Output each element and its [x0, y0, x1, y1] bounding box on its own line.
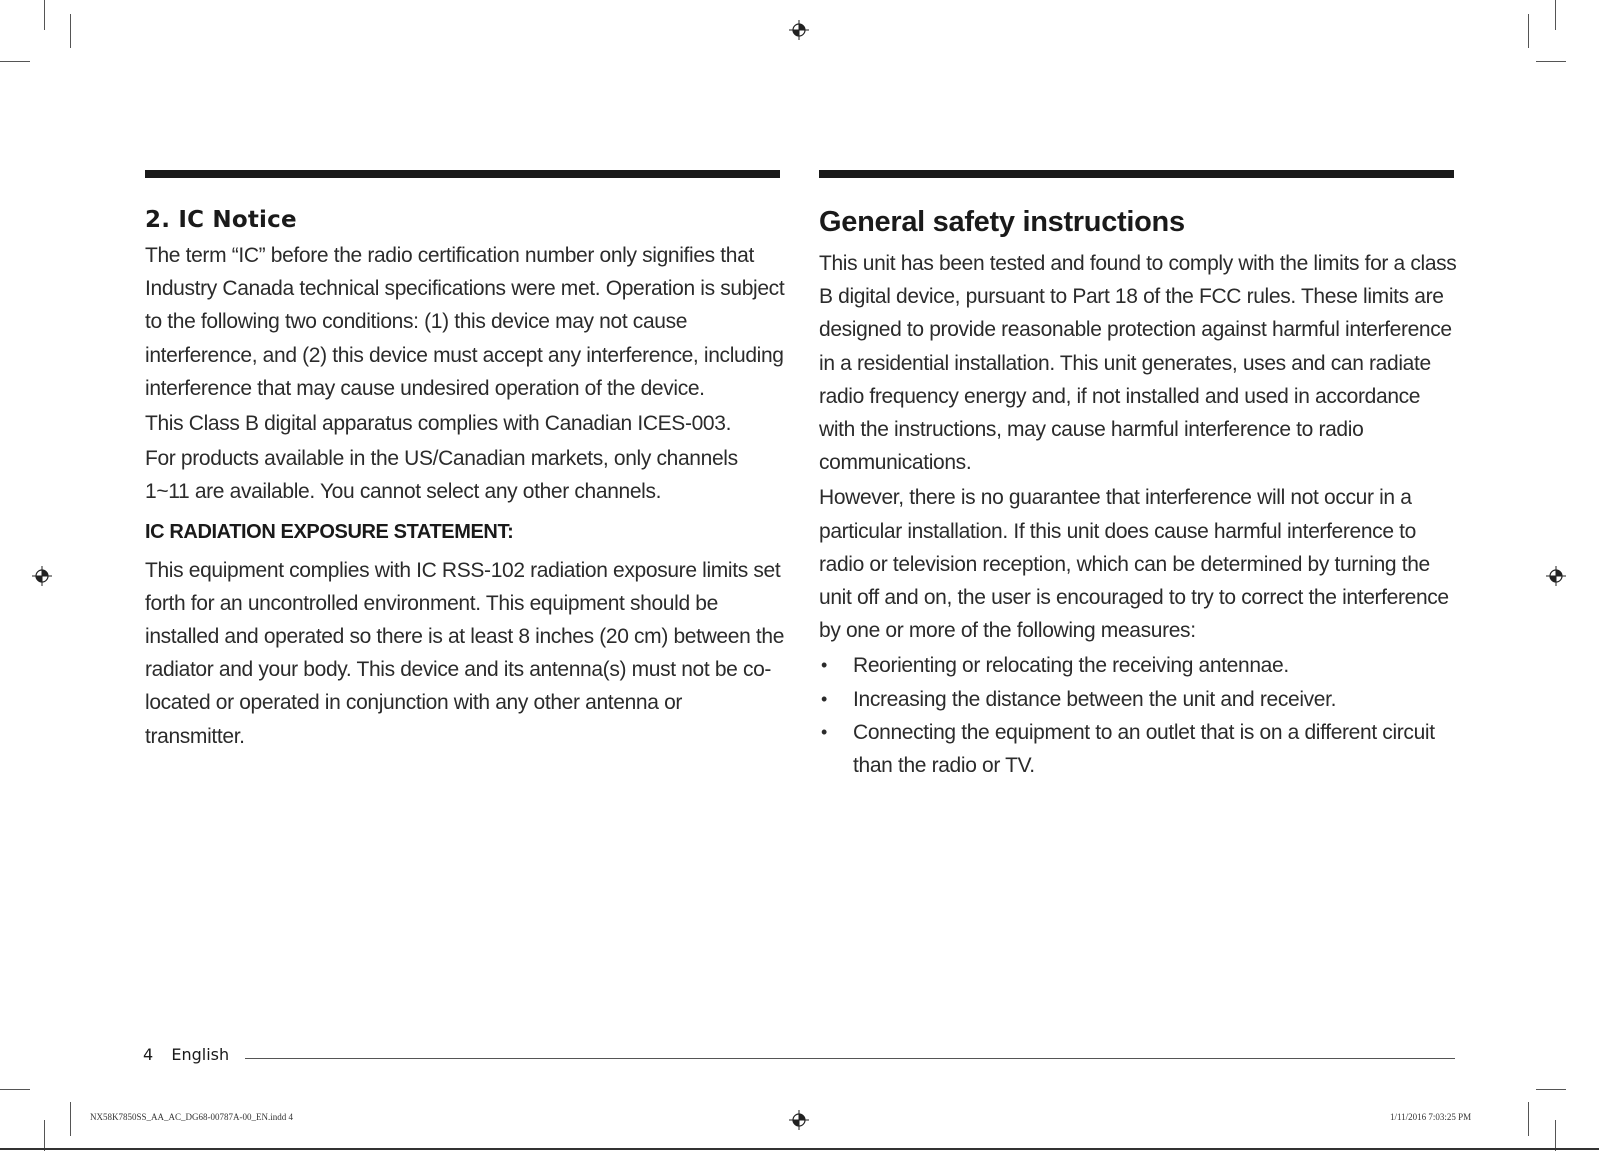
crop-mark	[1528, 1102, 1529, 1136]
paragraph: For products available in the US/Canadian markets, only channels 1~11 are available. You cannot select any other channels.	[145, 447, 738, 504]
slug-filename: NX58K7850SS_AA_AC_DG68-00787A-00_EN.indd 4	[90, 1112, 294, 1122]
crop-mark	[1536, 1089, 1566, 1090]
bullet-icon: •	[821, 721, 827, 742]
crop-mark	[1528, 14, 1529, 48]
footer-language: English	[171, 1045, 230, 1064]
registration-mark-icon	[1546, 566, 1566, 586]
crop-mark	[0, 61, 30, 62]
slug-timestamp: 1/11/2016 7:03:25 PM	[1390, 1112, 1472, 1122]
section-rule	[145, 170, 780, 178]
page-number: 4	[143, 1045, 154, 1064]
crop-mark	[1536, 61, 1566, 62]
list-item: • Connecting the equipment to an outlet that is on a different circuit than the radio or TV.	[819, 716, 1459, 782]
registration-mark-icon	[789, 20, 809, 40]
bullet-list	[819, 649, 1459, 782]
paragraph: However, there is no guarantee that interference will not occur in a particular installation. If this unit does cause harmful interference to radio or television reception, which can be determined by turning the unit off and on, the user is encouraged to try to correct the interference by one or more of the following measures:	[819, 486, 1449, 643]
crop-mark	[0, 1089, 30, 1090]
crop-mark	[44, 1120, 45, 1151]
crop-mark	[1555, 1120, 1556, 1151]
crop-mark	[44, 0, 45, 30]
right-column	[819, 206, 1459, 782]
bullet-icon: •	[821, 688, 827, 709]
left-column	[145, 207, 785, 755]
paragraph: The term “IC” before the radio certification number only signifies that Industry Canada technical specifications were met. Operation is subject to the following two conditions: (1) this device may not cause interference, and (2) this device must accept any interference, including interference that may cause undesired operation of the device.	[145, 244, 785, 400]
paragraph: This Class B digital apparatus complies with Canadian ICES-003.	[145, 412, 732, 436]
registration-mark-icon	[32, 566, 52, 586]
footer-rule	[245, 1058, 1455, 1059]
section-rule	[819, 170, 1454, 178]
list-item: • Increasing the distance between the unit and receiver.	[819, 683, 1459, 716]
crop-mark	[70, 1102, 71, 1136]
bullet-icon: •	[821, 655, 827, 676]
paragraph: This unit has been tested and found to comply with the limits for a class B digital device, pursuant to Part 18 of the FCC rules. These limits are designed to provide reasonable protection against harmful interference in a residential installation. This unit generates, uses and can radiate radio frequency energy and, if not installed and used in accordance with the instructions, may cause harmful interference to radio communications.	[819, 252, 1457, 475]
registration-mark-icon	[789, 1110, 809, 1130]
list-item: • Reorienting or relocating the receiving antennae.	[819, 649, 1459, 682]
crop-mark	[70, 14, 71, 48]
section-title: 2. IC Notice	[145, 207, 297, 233]
page-footer	[143, 1045, 229, 1064]
page-title: General safety instructions	[819, 206, 1185, 238]
trim-line	[0, 1148, 1599, 1150]
crop-mark	[1555, 0, 1556, 30]
paragraph: This equipment complies with IC RSS-102 radiation exposure limits set forth for an uncontrolled environment. This equipment should be installed and operated so there is at least 8 inches (20 cm) between the radiator and your body. This device and its antenna(s) must not be co-located or operated in conjunction with any other antenna or transmitter.	[145, 558, 785, 748]
sub-heading: IC RADIATION EXPOSURE STATEMENT:	[145, 520, 514, 543]
